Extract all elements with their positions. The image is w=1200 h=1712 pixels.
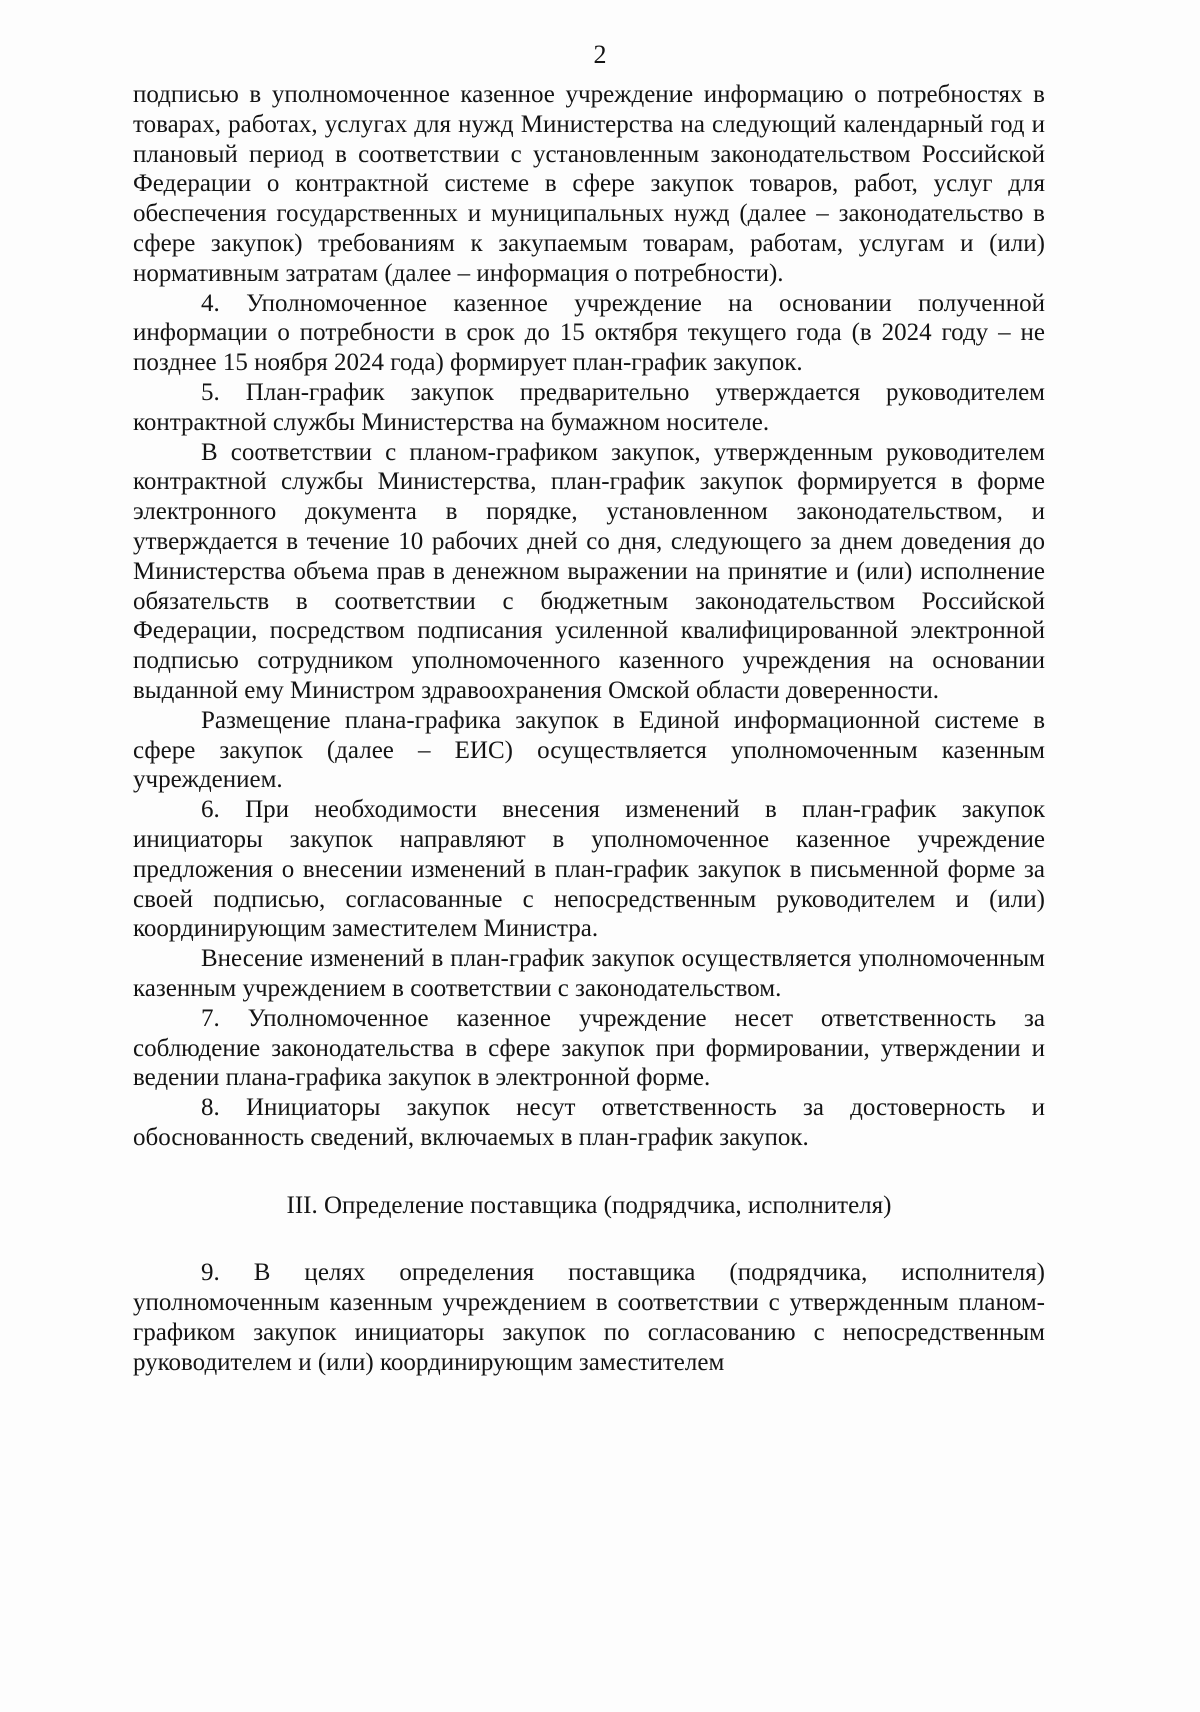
- page-number: 2: [593, 40, 607, 69]
- document-body: [133, 80, 1045, 1378]
- paragraph-item-8: 8. Инициаторы закупок несут ответственность за достоверность и обоснованность сведений, включаемых в план-график закупок.: [133, 1094, 1045, 1151]
- section-heading: III. Определение поставщика (подрядчика, исполнителя): [286, 1191, 892, 1219]
- paragraph-item-5-approval: В соответствии с планом-графиком закупок, утвержденным руководителем контрактной службы Министерства, план-график закупок формируется в форме электронного документа в порядке, установленном законодательством, и утверждается в течение 10 рабочих дней со дня, следующего за днем доведения до Министерства объема прав в денежном выражении на принятие и (или) исполнение обязательств в соответствии с бюджетным законодательством Российской Федерации, посредством подписания усиленной квалифицированной электронной подписью сотрудником уполномоченного казенного учреждения на основании выданной ему Министром здравоохранения Омской области доверенности.: [133, 438, 1045, 704]
- paragraph-item-9: 9. В целях определения поставщика (подрядчика, исполнителя) уполномоченным казенным учреждением в соответствии с утвержденным планом-графиком закупок инициаторы закупок по согласованию с непосредственным руководителем и (или) координирующим заместителем: [133, 1259, 1045, 1376]
- paragraph-item-7: 7. Уполномоченное казенное учреждение несет ответственность за соблюдение законодательства в сфере закупок при формировании, утверждении и ведении плана-графика закупок в электронной форме.: [133, 1004, 1045, 1092]
- paragraph-item-6-changes: Внесение изменений в план-график закупок осуществляется уполномоченным казенным учреждением в соответствии с законодательством.: [133, 945, 1045, 1002]
- paragraph-item-5-placement: Размещение плана-графика закупок в Единой информационной системе в сфере закупок (далее – ЕИС) осуществляется уполномоченным казенным учреждением.: [133, 706, 1045, 794]
- paragraph-item-6: 6. При необходимости внесения изменений в план-график закупок инициаторы закупок направляют в уполномоченное казенное учреждение предложения о внесении изменений в план-график закупок в письменной форме за своей подписью, согласованные с непосредственным руководителем и (или) координирующим заместителем Министра.: [133, 796, 1045, 943]
- paragraph-item-5: 5. План-график закупок предварительно утверждается руководителем контрактной службы Министерства на бумажном носителе.: [133, 378, 1045, 436]
- paragraph-item-4: 4. Уполномоченное казенное учреждение на основании полученной информации о потребности в срок до 15 октября текущего года (в 2024 году – не позднее 15 ноября 2024 года) формирует план-график закупок.: [133, 289, 1045, 377]
- paragraph-continuation: подписью в уполномоченное казенное учреждение информацию о потребностях в товарах, работах, услугах для нужд Министерства на следующий календарный год и плановый период в соответствии с установленным законодательством Российской Федерации о контрактной системе в сфере закупок товаров, работ, услуг для обеспечения государственных и муниципальных нужд (далее – законодательство в сфере закупок) требованиям к закупаемым товарам, работам, услугам и (или) нормативным затратам (далее – информация о потребности).: [133, 81, 1045, 287]
